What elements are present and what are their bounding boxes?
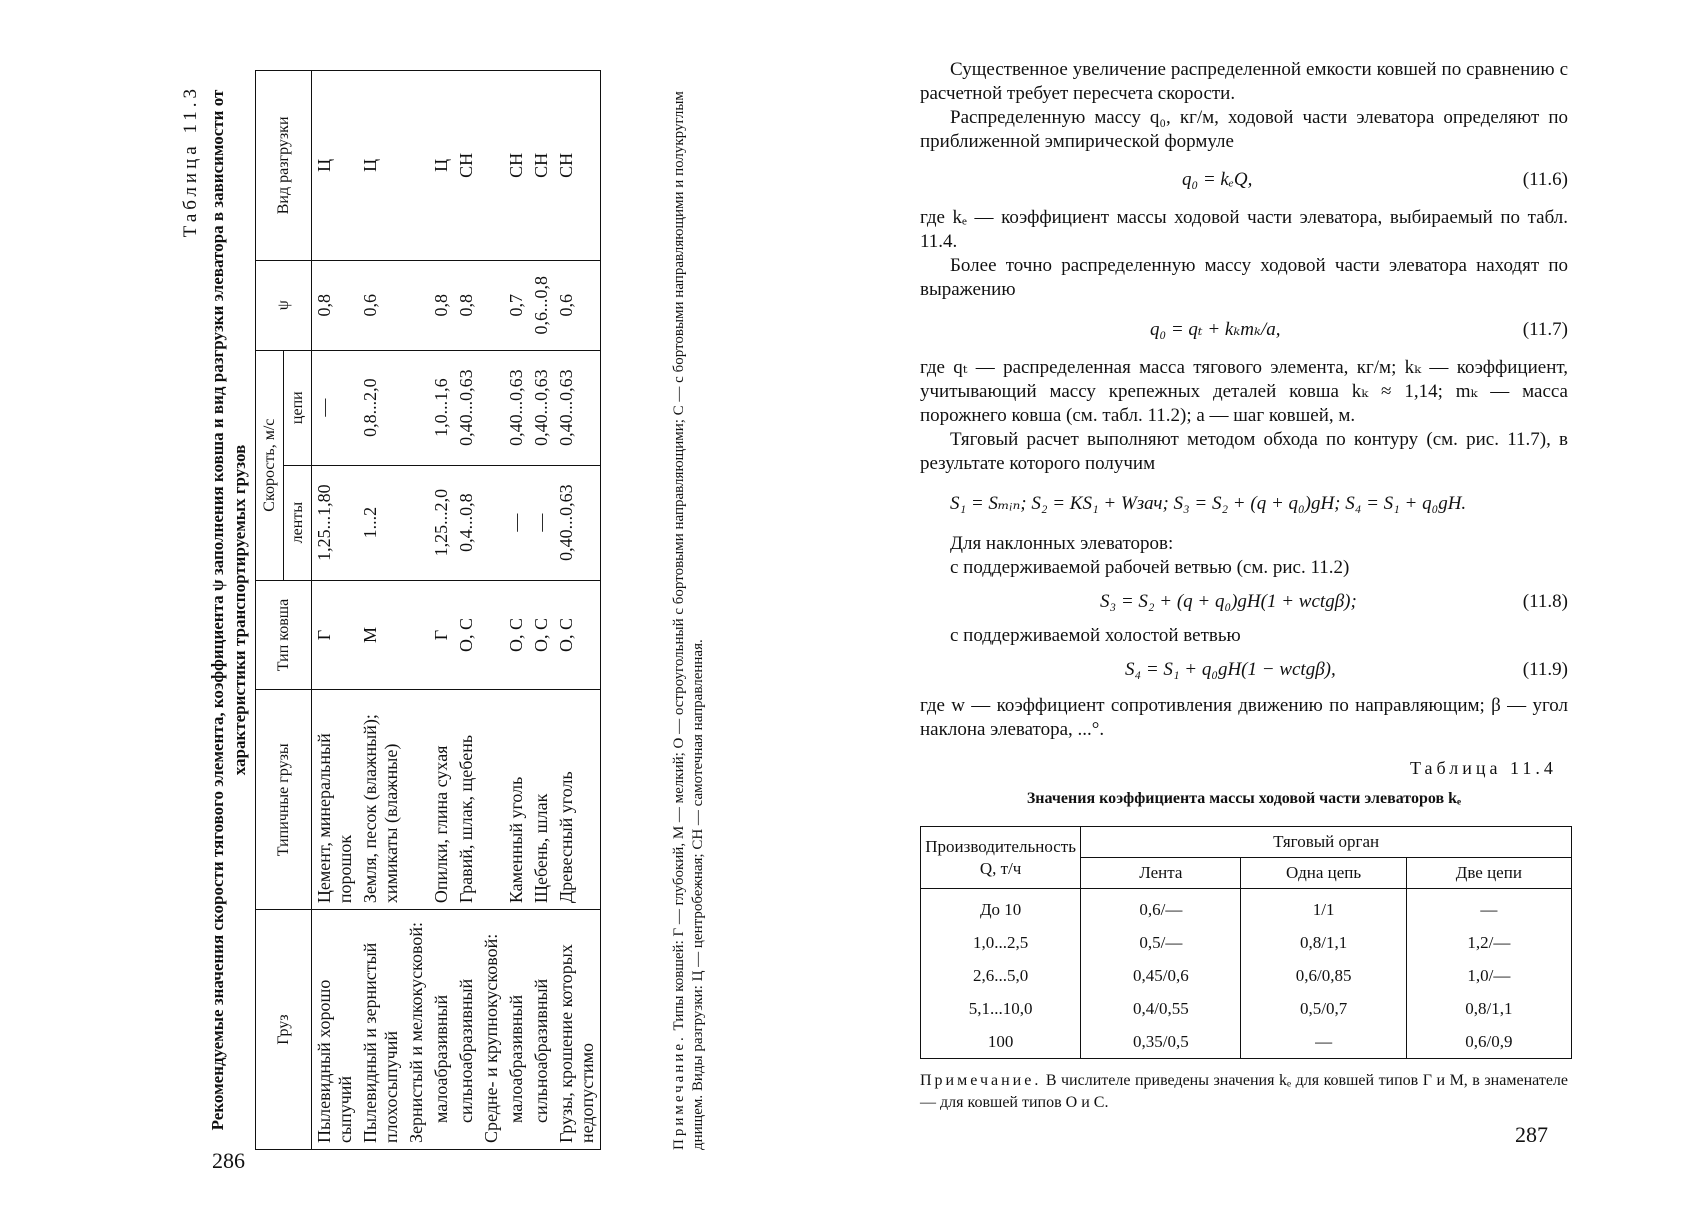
cell-typical: Земля, песок (влажный); химикаты (влажные) [358,690,404,910]
cell-belt: 0,45/0,6 [1081,959,1241,992]
equation-number: (11.8) [1522,591,1568,612]
cell-belt: — [529,465,554,580]
cell-productivity: 5,1...10,0 [921,992,1081,1025]
table-row [454,71,479,1150]
cell-bucket: О, С [554,580,601,690]
note-text: Типы ковшей: Г — глубокий, М — мелкий; О — остроугольный с бортовыми направляющими; С — с бортовыми направляющими и полукруглым днищем. Виды разгрузки: Ц — центробежная; СН — самотечная направленная. [671,91,706,1150]
cell-bucket: О, С [504,580,529,690]
cell-psi [404,260,429,350]
table-number: Таблица 11.3 [180,85,201,238]
cell-bucket: Г [429,580,454,690]
note-label: Примечание. [671,1034,687,1150]
cell-unload [479,71,504,261]
cell-one-chain: 0,8/1,1 [1241,926,1406,959]
table-row [312,71,359,1150]
cell-typical: Щебень, шлак [529,690,554,910]
paragraph: где w — коэффициент сопротивления движению по направляющим; β — угол наклона элеватора, ...°. [920,695,1568,740]
cell-belt: 0,6/— [1081,889,1241,927]
header-productivity: Производительность Q, т/ч [921,827,1081,889]
table-note [920,1070,1568,1114]
cell-belt: 0,5/— [1081,926,1241,959]
cell-cargo: Грузы, крошение которых недопустимо [554,910,601,1150]
note-text: В числителе приведены значения kₑ для ковшей типов Г и М, в знаменателе — для ковшей типов О и С. [920,1072,1568,1111]
cell-psi: 0,8 [312,260,359,350]
table-row [504,71,529,1150]
paragraph: Более точно распределенную массу ходовой части элеватора находят по выражению [920,255,1568,300]
cell-typical [404,690,429,910]
table-row [554,71,601,1150]
header-belt: Лента [1081,858,1241,889]
cell-one-chain: 0,5/0,7 [1241,992,1406,1025]
cell-bucket: М [358,580,404,690]
cell-two-chains: 0,6/0,9 [1406,1025,1571,1059]
cell-typical: Древесный уголь [554,690,601,910]
cell-unload: Ц [358,71,404,261]
paragraph: Тяговый расчет выполняют методом обхода по контуру (см. рис. 11.7), в результате которого получим [920,429,1568,474]
table-row [921,959,1572,992]
cell-unload: СН [529,71,554,261]
cell-chain [404,350,429,465]
cell-two-chains: 1,0/— [1406,959,1571,992]
cell-productivity: 100 [921,1025,1081,1059]
cell-productivity: 2,6...5,0 [921,959,1081,992]
table-note [670,80,708,1150]
cell-chain: — [312,350,359,465]
cell-psi: 0,6...0,8 [529,260,554,350]
table-11-4 [920,826,1572,1059]
cell-unload: СН [554,71,601,261]
paragraph: с поддерживаемой рабочей ветвью (см. рис. 11.2) [950,557,1350,578]
paragraph: где qₜ — распределенная масса тягового элемента, кг/м; kₖ — коэффициент, учитывающий массу крепежных деталей ковша kₖ ≈ 1,14; mₖ — масса порожнего ковша (см. табл. 11.2); a — шаг ковшей, м. [920,357,1568,426]
cell-unload: Ц [312,71,359,261]
cell-typical: Цемент, минеральный порошок [312,690,359,910]
cell-two-chains: 1,2/— [1406,926,1571,959]
cell-belt [404,465,429,580]
header-unload: Вид разгрузки [256,71,312,261]
table-title: Рекомендуемые значения скорости тягового элемента, коэффициента ψ заполнения ковша и вид разгрузки элеватора в зависимости от характеристики транспортируемых грузов [208,89,249,1131]
equation-number: (11.9) [1522,659,1568,680]
cell-bucket [404,580,429,690]
paragraph: Существенное увеличение распределенной емкости ковшей по сравнению с расчетной требует пересчета скорости. [920,59,1568,104]
paragraph: где kₑ — коэффициент массы ходовой части элеватора, выбираемый по табл. 11.4. [920,207,1568,252]
cell-belt: 1,25...1,80 [312,465,359,580]
header-two-chains: Две цепи [1406,858,1571,889]
cell-psi: 0,7 [504,260,529,350]
table-number: Таблица 11.4 [1410,758,1557,778]
cell-bucket [479,580,504,690]
cell-unload: СН [454,71,479,261]
cell-chain: 0,8...2,0 [358,350,404,465]
cell-belt [479,465,504,580]
equation-number: (11.6) [1522,169,1568,190]
cell-belt: — [504,465,529,580]
table-row [921,926,1572,959]
table-title: Значения коэффициента массы ходовой части элеваторов kₑ [1026,790,1462,807]
cell-cargo: сильноабразивный [529,910,554,1150]
cell-one-chain: 0,6/0,85 [1241,959,1406,992]
cell-chain: 0,40...0,63 [504,350,529,465]
cell-typical: Опилки, глина сухая [429,690,454,910]
cell-chain: 0,40...0,63 [554,350,601,465]
cell-one-chain: — [1241,1025,1406,1059]
table-row [358,71,404,1150]
header-cargo: Груз [256,910,312,1150]
cell-bucket: О, С [529,580,554,690]
formula-expr: S₄ = S₁ + q₀gH(1 − wctgβ), [1125,659,1336,680]
header-one-chain: Одна цепь [1241,858,1406,889]
cell-unload: СН [504,71,529,261]
cell-belt: 0,4...0,8 [454,465,479,580]
cell-belt: 0,40...0,63 [554,465,601,580]
cell-psi: 0,8 [429,260,454,350]
table-row [921,992,1572,1025]
cell-cargo: малоабразивный [429,910,454,1150]
table-row [479,71,504,1150]
cell-unload: Ц [429,71,454,261]
table-row [429,71,454,1150]
cell-psi: 0,6 [358,260,404,350]
note-label: Примечание. [920,1072,1042,1089]
paragraph: с поддерживаемой холостой ветвью [950,625,1241,646]
header-psi: ψ [256,260,312,350]
table-row [921,889,1572,927]
table-row [921,1025,1572,1059]
cell-typical [479,690,504,910]
header-speed: Скорость, м/с [256,350,284,580]
cell-two-chains: — [1406,889,1571,927]
table-11-3 [255,70,601,1150]
cell-unload [404,71,429,261]
rotated-table-block [180,70,745,1150]
formula-expr: S₃ = S₂ + (q + q₀)gH(1 + wctgβ); [1100,591,1357,612]
paragraph: Для наклонных элеваторов: [950,533,1174,554]
paragraph: Распределенную массу q₀, кг/м, ходовой части элеватора определяют по приближенной эмпирической формуле [920,107,1568,152]
formula-expr: S₁ = Sₘᵢₙ; S₂ = KS₁ + Wзач; S₃ = S₂ + (q + q₀)gH; S₄ = S₁ + q₀gH. [950,493,1467,514]
cell-cargo: Средне- и крупнокусковой: [479,910,504,1150]
cell-chain: 0,40...0,63 [454,350,479,465]
cell-bucket: О, С [454,580,479,690]
cell-belt: 1...2 [358,465,404,580]
cell-typical: Гравий, шлак, щебень [454,690,479,910]
cell-productivity: 1,0...2,5 [921,926,1081,959]
cell-chain: 0,40...0,63 [529,350,554,465]
cell-cargo: Зернистый и мелкокусковой: [404,910,429,1150]
table-row [529,71,554,1150]
cell-chain [479,350,504,465]
formula-expr: q₀ = kₑQ, [1182,169,1253,190]
cell-typical: Каменный уголь [504,690,529,910]
cell-cargo: малоабразивный [504,910,529,1150]
header-chains: цепи [284,350,312,465]
cell-belt: 0,4/0,55 [1081,992,1241,1025]
formula-expr: q₀ = qₜ + kₖmₖ/a, [1150,319,1281,340]
header-bucket-type: Тип ковша [256,580,312,690]
cell-belt: 0,35/0,5 [1081,1025,1241,1059]
header-typical: Типичные грузы [256,690,312,910]
cell-productivity: До 10 [921,889,1081,927]
header-belts: ленты [284,465,312,580]
cell-one-chain: 1/1 [1241,889,1406,927]
table-row [404,71,429,1150]
cell-psi [479,260,504,350]
page-number: 287 [1515,1122,1548,1147]
cell-bucket: Г [312,580,359,690]
cell-chain: 1,0...1,6 [429,350,454,465]
cell-psi: 0,8 [454,260,479,350]
header-traction: Тяговый орган [1081,827,1572,858]
cell-cargo: Пылевидный и зернистый плохосыпучий [358,910,404,1150]
cell-cargo: сильноабразивный [454,910,479,1150]
cell-cargo: Пылевидный хорошо сыпучий [312,910,359,1150]
cell-belt: 1,25...2,0 [429,465,454,580]
cell-two-chains: 0,8/1,1 [1406,992,1571,1025]
equation-number: (11.7) [1522,319,1568,340]
cell-psi: 0,6 [554,260,601,350]
page-number: 286 [212,1148,245,1173]
